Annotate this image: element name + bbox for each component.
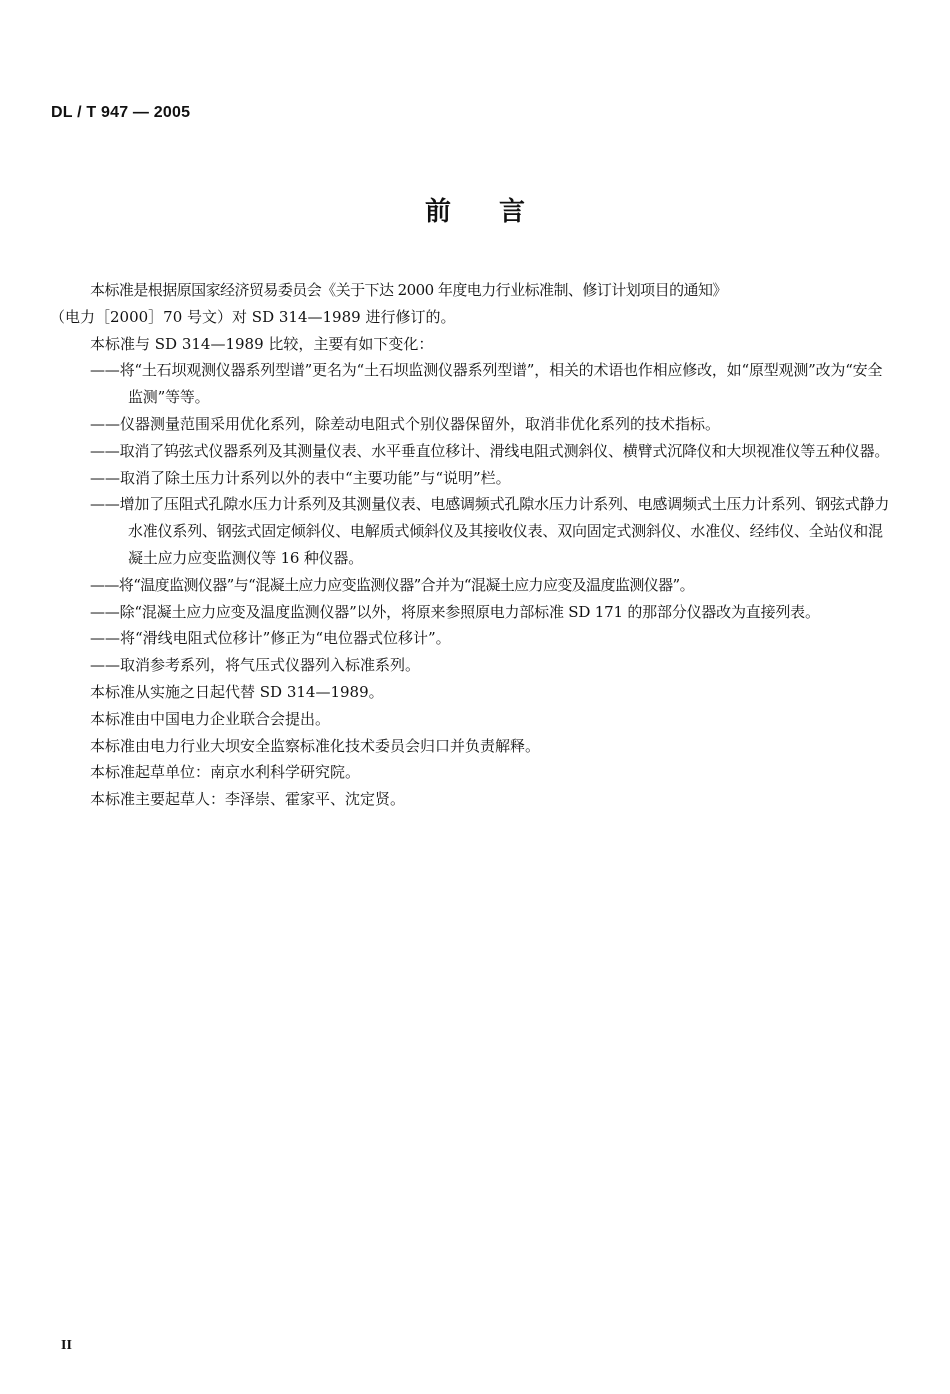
change-item: ——增加了压阻式孔隙水压力计系列及其测量仪表、电感调频式孔隙水压力计系列、电感调频式土压力计系列、钢弦式静力水准仪系列、钢弦式固定倾斜仪、电解质式倾斜仪及其接收仪表、双向固定式测斜仪、水准仪、经纬仪、全站仪和混凝土应力应变监测仪等 16 种仪器。 (90, 495, 890, 567)
drafters-statement: 本标准主要起草人：李泽崇、霍家平、沈定贤。 (90, 790, 406, 809)
body-text (50, 277, 890, 813)
change-item: ——将“滑线电阻式位移计”修正为“电位器式位移计”。 (90, 629, 451, 648)
comparison-intro: 本标准与 SD 314—1989 比较，主要有如下变化： (90, 334, 434, 353)
drafting-unit-statement: 本标准起草单位：南京水利科学研究院。 (90, 763, 361, 782)
page-number: II (61, 1338, 72, 1353)
change-item: ——仪器测量范围采用优化系列，除差动电阻式个别仪器保留外，取消非优化系列的技术指标。 (90, 414, 721, 433)
change-item: ——取消了除土压力计系列以外的表中“主要功能”与“说明”栏。 (90, 468, 511, 487)
change-item: ——将“土石坝观测仪器系列型谱”更名为“土石坝监测仪器系列型谱”，相关的术语也作相应修改，如“原型观测”改为“安全监测”等等。 (90, 361, 883, 407)
change-item: ——除“混凝土应力应变及温度监测仪器”以外，将原来参照原电力部标准 SD 171 的那部分仪器改为直接列表。 (90, 602, 820, 621)
replacement-statement: 本标准从实施之日起代替 SD 314—1989。 (90, 682, 384, 701)
intro-line-1: 本标准是根据原国家经济贸易委员会《关于下达 2000 年度电力行业标准制、修订计划项目的通知》 (90, 281, 727, 299)
change-item: ——将“温度监测仪器”与“混凝土应力应变监测仪器”合并为“混凝土应力应变及温度监测仪器”。 (90, 575, 695, 594)
change-item: ——取消了钨弦式仪器系列及其测量仪表、水平垂直位移计、滑线电阻式测斜仪、横臂式沉降仪和大坝视准仪等五种仪器。 (90, 441, 890, 460)
proposer-statement: 本标准由中国电力企业联合会提出。 (90, 709, 331, 728)
interpretation-statement: 本标准由电力行业大坝安全监察标准化技术委员会归口并负责解释。 (90, 736, 541, 755)
document-code: DL / T 947 — 2005 (51, 104, 191, 121)
page-title: 前言 (424, 197, 573, 227)
change-item: ——取消参考系列，将气压式仪器列入标准系列。 (90, 656, 421, 675)
intro-line-2: （电力［2000］70 号文）对 SD 314—1989 进行修订的。 (50, 307, 456, 326)
